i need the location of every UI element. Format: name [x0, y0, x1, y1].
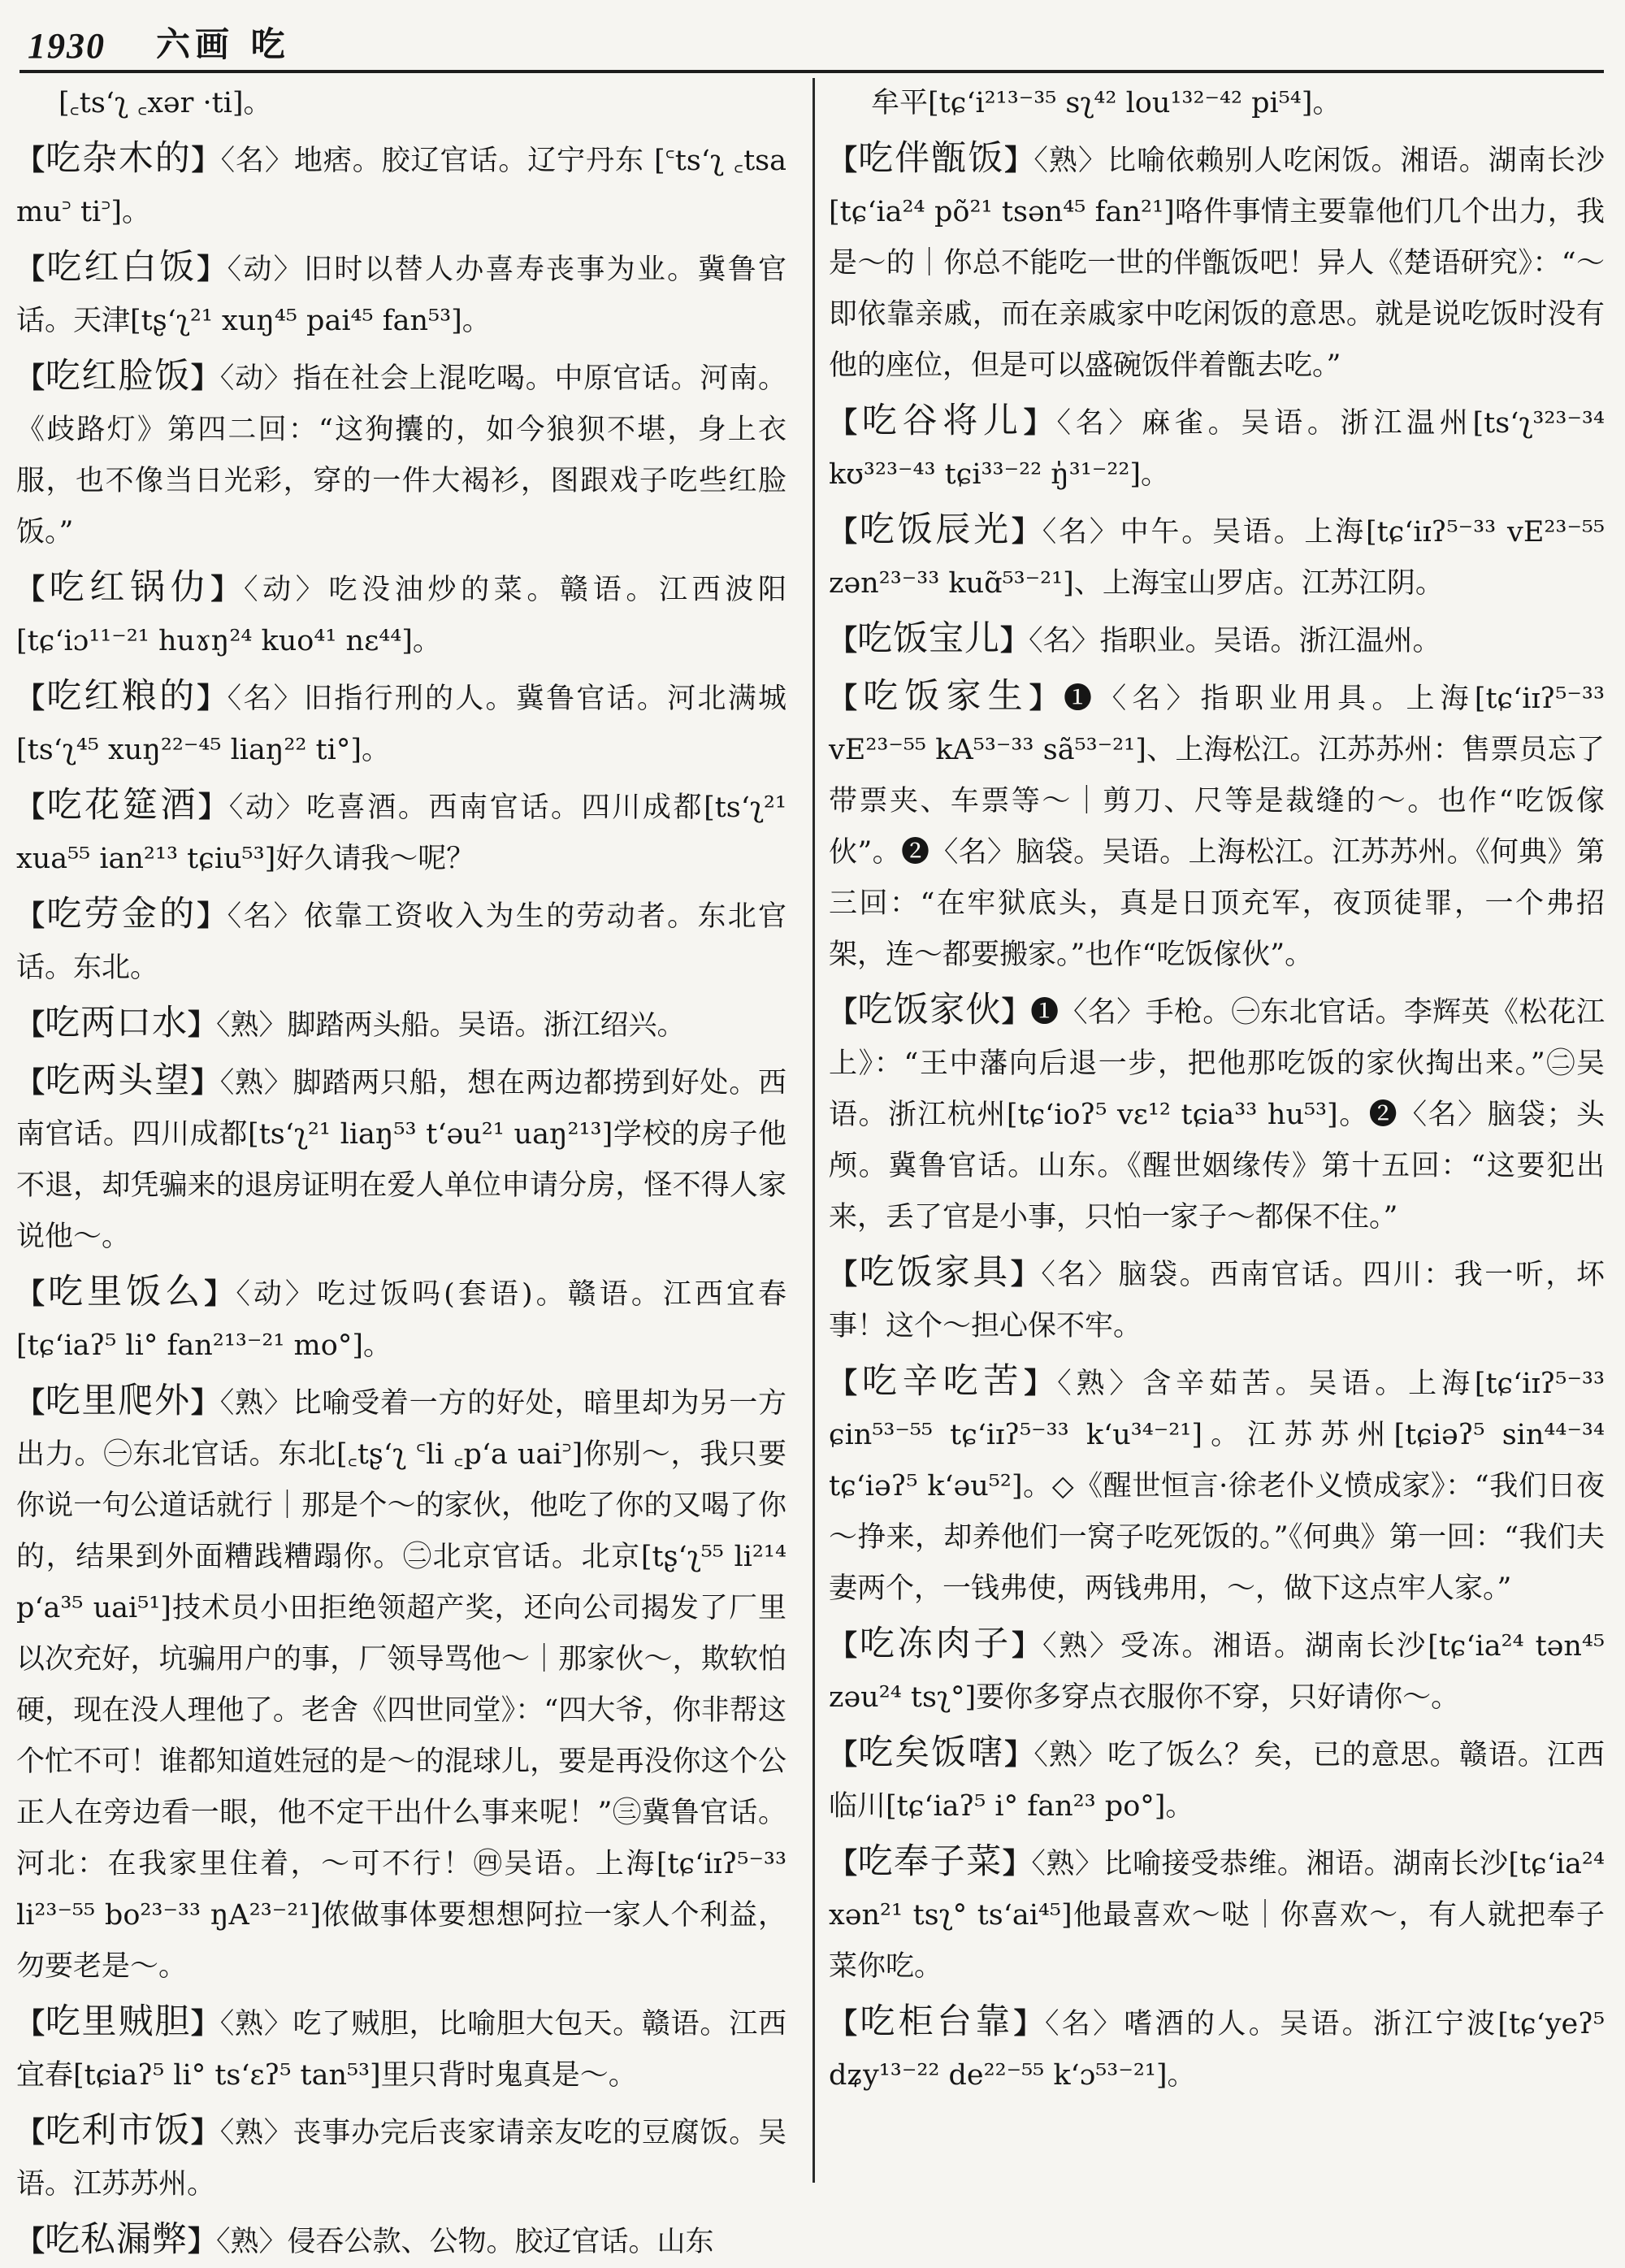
dictionary-entry: 【吃利市饭】〈熟〉丧事办完后丧家请亲友吃的豆腐饭。吴语。江苏苏州。	[16, 2110, 786, 2201]
entry-definition: 〈熟〉吃了饭么？矣，已的意思。赣语。江西临川[tɕ‘iaʔ⁵ i° fan²³ po°]。	[829, 1739, 1605, 1823]
entry-definition: 〈熟〉丧事办完后丧家请亲友吃的豆腐饭。吴语。江苏苏州。	[16, 2117, 786, 2201]
dictionary-entry: 【吃私漏弊】〈熟〉侵吞公款、公物。胶辽官话。山东	[16, 2219, 714, 2260]
entry-headword: 吃里饭么	[48, 1272, 205, 1312]
entry-definition: 〈动〉吃过饭吗(套语)。赣语。江西宜春[tɕ‘iaʔ⁵ li° fan²¹³⁻²¹ mo°]。	[16, 1278, 787, 1362]
dictionary-entry: 【吃劳金的】〈名〉依靠工资收入为生的劳动者。东北官话。东北。	[16, 894, 786, 984]
entry-definition: 〈动〉指在社会上混吃喝。中原官话。河南。《歧路灯》第四二回：“这狗攮的，如今狼狈不堪，身上衣服，也不像当日光彩，穿的一件大褐衫，图跟戏子吃些红脸饭。”	[16, 362, 786, 549]
entry-headword: 吃利市饭	[45, 2110, 191, 2151]
entry-definition: 〈动〉吃没油炒的菜。赣语。江西波阳[tɕ‘iɔ¹¹⁻²¹ huɤŋ²⁴ kuo⁴¹ nɛ⁴⁴]。	[16, 574, 786, 657]
entry-headword: 吃红锅仂	[49, 567, 211, 608]
dictionary-entry: 【吃里饭么】〈动〉吃过饭吗(套语)。赣语。江西宜春[tɕ‘iaʔ⁵ li° fan²¹³⁻²¹ mo°]。	[16, 1272, 787, 1362]
entry-headword: 吃杂木的	[45, 138, 192, 179]
dictionary-entry: 【吃里爬外】〈熟〉比喻受着一方的好处，暗里却为另一方出力。㊀东北官话。东北[꜀tʂ‘ʅ ꜂li ꜀p‘a uai꜄]你别～，我只要你说一句公道话就行｜那是个～的家伙，他吃了你的又喝了你的，结果到外面糟践糟蹋你。㊁北京官话。北京[tʂ‘ʅ⁵⁵ li²¹⁴ p‘a³⁵ uai⁵¹]技术员小田拒绝领超产奖，还向公司揭发了厂里以次充好，坑骗用户的事，厂领导骂他～｜那家伙～，欺软怕硬，现在没人理他了。老舍《四世同堂》：“四大爷，你非帮这个忙不可！谁都知道姓冠的是～的混球儿，要是再没你这个公正人在旁边看一眼，他不定干出什么事来呢！”㊂冀鲁官话。河北：在我家里住着，～可不行！㊃吴语。上海[tɕ‘iɪʔ⁵⁻³³ li²³⁻⁵⁵ bo²³⁻³³ ŋA²³⁻²¹]侬做事体要想想阿拉一家人个利益，勿要老是～。	[16, 1381, 786, 1983]
dictionary-entry: 【吃花筵酒】〈动〉吃喜酒。西南官话。四川成都[ts‘ʅ²¹ xua⁵⁵ ian²¹³ tɕiu⁵³]好久请我～呢？	[16, 785, 786, 875]
dictionary-entry: 【吃红脸饭】〈动〉指在社会上混吃喝。中原官话。河南。《歧路灯》第四二回：“这狗攮的，如今狼狈不堪，身上衣服，也不像当日光彩，穿的一件大褐衫，图跟戏子吃些红脸饭。”	[16, 356, 786, 549]
dictionary-entry: 【吃饭家生】❶〈名〉指职业用具。上海[tɕ‘iɪʔ⁵⁻³³ vE²³⁻⁵⁵ kA⁵³⁻³³ sã⁵³⁻²¹]、上海松江。江苏苏州：售票员忘了带票夹、车票等～｜剪刀、尺等是裁缝的～。也作“吃饭傢伙”。❷〈名〉脑袋。吴语。上海松江。江苏苏州。《何典》第三回：“在牢狱底头，真是日顶充军，夜顶徒罪，一个弗招架，连～都要搬家。”也作“吃饭傢伙”。	[829, 676, 1605, 971]
entry-definition: 〈熟〉比喻依赖别人吃闲饭。湘语。湖南长沙[tɕ‘ia²⁴ põ²¹ tsən⁴⁵ fan²¹]咯件事情主要靠他们几个出力，我是～的｜你总不能吃一世的伴甑饭吧！异人《楚语研究》：“～即依靠亲戚，而在亲戚家中吃闲饭的意思。就是说吃饭时没有他的座位，但是可以盛碗饭伴着甑去吃。”	[829, 145, 1605, 382]
entry-headword: 吃红白饭	[46, 247, 197, 288]
page-header	[28, 10, 290, 67]
entry-headword: 吃伴甑饭	[858, 138, 1005, 179]
dictionary-entry: 【吃饭家伙】❶〈名〉手枪。㊀东北官话。李辉英《松花江上》：“王中藩向后退一步，把他那吃饭的家伙掏出来。”㊁吴语。浙江杭州[tɕ‘ioʔ⁵ vɛ¹² tɕia³³ hu⁵³]。❷〈名〉脑袋；头颅。冀鲁官话。山东。《醒世姻缘传》第十五回：“这要犯出来，丢了官是小事，只怕一家子～都保不住。”	[829, 990, 1605, 1234]
dictionary-entry: 【吃两口水】〈熟〉脚踏两头船。吴语。浙江绍兴。	[16, 1003, 686, 1043]
dictionary-entry: 【吃冻肉子】〈熟〉受冻。湘语。湖南长沙[tɕ‘ia²⁴ tən⁴⁵ zəu²⁴ tsʅ°]要你多穿点衣服你不穿，只好请你～。	[829, 1624, 1605, 1714]
dictionary-entry: 【吃伴甑饭】〈熟〉比喻依赖别人吃闲饭。湘语。湖南长沙[tɕ‘ia²⁴ põ²¹ tsən⁴⁵ fan²¹]咯件事情主要靠他们几个出力，我是～的｜你总不能吃一世的伴甑饭吧！异人《楚语研究》：“～即依靠亲戚，而在亲戚家中吃闲饭的意思。就是说吃饭时没有他的座位，但是可以盛碗饭伴着甑去吃。”	[829, 138, 1605, 382]
entry-definition: 〈熟〉侵吞公款、公物。胶辽官话。山东	[216, 2226, 714, 2258]
entry-headword: 吃红粮的	[46, 676, 197, 717]
entry-headword: 吃饭家具	[859, 1252, 1011, 1293]
header-title: 六画 吃	[156, 24, 290, 64]
entry-headword: 吃饭宝儿	[857, 618, 1001, 659]
entry-definition: 〈熟〉脚踏两头船。吴语。浙江绍兴。	[216, 1009, 686, 1042]
dictionary-entry: 【吃杂木的】〈名〉地痞。胶辽官话。辽宁丹东 [꜂ts‘ʅ ꜀tsa mu꜄ ti꜄]。	[16, 138, 786, 228]
entry-headword: 吃花筵酒	[46, 785, 199, 826]
dictionary-entry: 【吃红锅仂】〈动〉吃没油炒的菜。赣语。江西波阳[tɕ‘iɔ¹¹⁻²¹ huɤŋ²⁴ kuo⁴¹ nɛ⁴⁴]。	[16, 567, 786, 657]
entry-headword: 吃辛吃苦	[861, 1361, 1025, 1402]
dictionary-entry: 【吃红粮的】〈名〉旧指行刑的人。冀鲁官话。河北满城[ts‘ʅ⁴⁵ xuŋ²²⁻⁴⁵ liaŋ²² ti°]。	[16, 676, 786, 766]
entry-definition: 〈动〉旧时以替人办喜寿丧事为业。冀鲁官话。天津[tʂ‘ʅ²¹ xuŋ⁴⁵ pai⁴⁵ fan⁵³]。	[16, 254, 786, 337]
entry-headword: 吃红脸饭	[45, 356, 191, 397]
entry-definition: 〈熟〉受冻。湘语。湖南长沙[tɕ‘ia²⁴ tən⁴⁵ zəu²⁴ tsʅ°]要你多穿点衣服你不穿，只好请你～。	[829, 1630, 1605, 1714]
entry-headword: 吃饭辰光	[859, 510, 1012, 550]
entry-definition: 〈名〉麻雀。吴语。浙江温州[ts‘ʅ³²³⁻³⁴ kʊ³²³⁻⁴³ tɕi³³⁻²² ŋ̍³¹⁻²²]。	[829, 407, 1605, 491]
entry-headword: 吃冻肉子	[859, 1624, 1012, 1664]
entry-headword: 吃两口水	[45, 1003, 188, 1043]
entry-headword: 吃奉子菜	[857, 1841, 1003, 1882]
entry-headword: 吃私漏弊	[45, 2219, 188, 2260]
dictionary-entry: 【吃饭宝儿】〈名〉指职业。吴语。浙江温州。	[829, 618, 1441, 659]
continuation-text: [꜀ts‘ʅ ꜀xər ·ti]。	[58, 87, 272, 119]
entry-definition: 〈熟〉含辛茹苦。吴语。上海[tɕ‘iɪʔ⁵⁻³³ ɕin⁵³⁻⁵⁵ tɕ‘iɪʔ⁵⁻³³ k‘u³⁴⁻²¹]。江苏苏州[tɕiəʔ⁵ sin⁴⁴⁻³⁴ tɕ‘iəʔ⁵ k‘əu⁵²]。◇《醒世恒言·徐老仆义愤成家》：“我们日夜～挣来，却养他们一窝子吃死饭的。”《何典》第一回：“我们夫妻两个，一钱弗使，两钱弗用，～，做下这点牢人家。”	[829, 1368, 1605, 1605]
entry-headword: 吃里贼胆	[45, 2001, 191, 2042]
page-number: 1930	[28, 26, 106, 66]
entry-definition: 〈名〉中午。吴语。上海[tɕ‘iɪʔ⁵⁻³³ vE²³⁻⁵⁵ zən²³⁻³³ kuɑ̃⁵³⁻²¹]、上海宝山罗店。江苏江阴。	[829, 516, 1605, 600]
entry-headword: 吃矣饭嗐	[858, 1732, 1005, 1773]
dictionary-entry: 【吃红白饭】〈动〉旧时以替人办喜寿丧事为业。冀鲁官话。天津[tʂ‘ʅ²¹ xuŋ⁴⁵ pai⁴⁵ fan⁵³]。	[16, 247, 786, 337]
header-rule	[20, 70, 1604, 73]
right-column	[829, 78, 1605, 2191]
entry-definition: 〈熟〉吃了贼胆，比喻胆大包天。赣语。江西宜春[tɕiaʔ⁵ li° ts‘ɛʔ⁵ tan⁵³]里只背时鬼真是～。	[16, 2008, 786, 2092]
entry-headword: 吃柜台靠	[860, 2001, 1014, 2042]
entry-headword: 吃里爬外	[45, 1381, 191, 1421]
column-divider	[812, 78, 815, 2183]
entry-definition: 〈名〉旧指行刑的人。冀鲁官话。河北满城[ts‘ʅ⁴⁵ xuŋ²²⁻⁴⁵ liaŋ²² ti°]。	[16, 683, 786, 766]
entry-headword: 吃饭家生	[863, 676, 1029, 717]
dictionary-entry: 【吃里贼胆】〈熟〉吃了贼胆，比喻胆大包天。赣语。江西宜春[tɕiaʔ⁵ li° ts‘ɛʔ⁵ tan⁵³]里只背时鬼真是～。	[16, 2001, 786, 2092]
entry-headword: 吃谷将儿	[861, 401, 1024, 441]
entry-definition: 〈动〉吃喜酒。西南官话。四川成都[ts‘ʅ²¹ xua⁵⁵ ian²¹³ tɕiu⁵³]好久请我～呢？	[16, 791, 786, 875]
entry-definition: 〈熟〉比喻受着一方的好处，暗里却为另一方出力。㊀东北官话。东北[꜀tʂ‘ʅ ꜂li ꜀p‘a uai꜄]你别～，我只要你说一句公道话就行｜那是个～的家伙，他吃了你的又喝了你的，结果到外面糟践糟蹋你。㊁北京官话。北京[tʂ‘ʅ⁵⁵ li²¹⁴ p‘a³⁵ uai⁵¹]技术员小田拒绝领超产奖，还向公司揭发了厂里以次充好，坑骗用户的事，厂领导骂他～｜那家伙～，欺软怕硬，现在没人理他了。老舍《四世同堂》：“四大爷，你非帮这个忙不可！谁都知道姓冠的是～的混球儿，要是再没你这个公正人在旁边看一眼，他不定干出什么事来呢！”㊂冀鲁官话。河北：在我家里住着，～可不行！㊃吴语。上海[tɕ‘iɪʔ⁵⁻³³ li²³⁻⁵⁵ bo²³⁻³³ ŋA²³⁻²¹]侬做事体要想想阿拉一家人个利益，勿要老是～。	[16, 1387, 786, 1983]
entry-definition: ❶〈名〉指职业用具。上海[tɕ‘iɪʔ⁵⁻³³ vE²³⁻⁵⁵ kA⁵³⁻³³ sã⁵³⁻²¹]、上海松江。江苏苏州：售票员忘了带票夹、车票等～｜剪刀、尺等是裁缝的～。也作“吃饭傢伙”。❷〈名〉脑袋。吴语。上海松江。江苏苏州。《何典》第三回：“在牢狱底头，真是日顶充军，夜顶徒罪，一个弗招架，连～都要搬家。”也作“吃饭傢伙”。	[829, 683, 1605, 971]
entry-headword: 吃饭家伙	[857, 990, 1002, 1030]
dictionary-entry: 【吃饭辰光】〈名〉中午。吴语。上海[tɕ‘iɪʔ⁵⁻³³ vE²³⁻⁵⁵ zən²³⁻³³ kuɑ̃⁵³⁻²¹]、上海宝山罗店。江苏江阴。	[829, 510, 1605, 600]
dictionary-entry: 【吃谷将儿】〈名〉麻雀。吴语。浙江温州[ts‘ʅ³²³⁻³⁴ kʊ³²³⁻⁴³ tɕi³³⁻²² ŋ̍³¹⁻²²]。	[829, 401, 1605, 491]
entry-definition: 〈名〉依靠工资收入为生的劳动者。东北官话。东北。	[16, 900, 786, 984]
dictionary-entry: 【吃柜台靠】〈名〉嗜酒的人。吴语。浙江宁波[tɕ‘yeʔ⁵ dʑy¹³⁻²² de²²⁻⁵⁵ k‘ɔ⁵³⁻²¹]。	[829, 2001, 1605, 2092]
entry-definition: 〈名〉脑袋。西南官话。四川：我一听，坏事！这个～担心保不牢。	[829, 1259, 1605, 1342]
dictionary-entry: 【吃辛吃苦】〈熟〉含辛茹苦。吴语。上海[tɕ‘iɪʔ⁵⁻³³ ɕin⁵³⁻⁵⁵ tɕ‘iɪʔ⁵⁻³³ k‘u³⁴⁻²¹]。江苏苏州[tɕiəʔ⁵ sin⁴⁴⁻³⁴ tɕ‘iəʔ⁵ k‘əu⁵²]。◇《醒世恒言·徐老仆义愤成家》：“我们日夜～挣来，却养他们一窝子吃死饭的。”《何典》第一回：“我们夫妻两个，一钱弗使，两钱弗用，～，做下这点牢人家。”	[829, 1361, 1605, 1605]
entry-definition: 〈名〉嗜酒的人。吴语。浙江宁波[tɕ‘yeʔ⁵ dʑy¹³⁻²² de²²⁻⁵⁵ k‘ɔ⁵³⁻²¹]。	[829, 2008, 1605, 2092]
entry-headword: 吃两头望	[45, 1060, 191, 1101]
left-column	[16, 78, 787, 2260]
continuation-text: 牟平[tɕ‘i²¹³⁻³⁵ sʅ⁴² lou¹³²⁻⁴² pi⁵⁴]。	[871, 87, 1341, 119]
entry-definition: 〈熟〉比喻接受恭维。湘语。湖南长沙[tɕ‘ia²⁴ xən²¹ tsʅ° ts‘ai⁴⁵]他最喜欢～哒｜你喜欢～，有人就把奉子菜你吃。	[829, 1848, 1605, 1983]
entry-definition: ❶〈名〉手枪。㊀东北官话。李辉英《松花江上》：“王中藩向后退一步，把他那吃饭的家伙掏出来。”㊁吴语。浙江杭州[tɕ‘ioʔ⁵ vɛ¹² tɕia³³ hu⁵³]。❷〈名〉脑袋；头颅。冀鲁官话。山东。《醒世姻缘传》第十五回：“这要犯出来，丢了官是小事，只怕一家子～都保不住。”	[829, 996, 1605, 1234]
dictionary-entry: 【吃饭家具】〈名〉脑袋。西南官话。四川：我一听，坏事！这个～担心保不牢。	[829, 1252, 1605, 1342]
entry-definition: 〈名〉地痞。胶辽官话。辽宁丹东 [꜂ts‘ʅ ꜀tsa mu꜄ ti꜄]。	[16, 145, 786, 228]
entry-definition: 〈熟〉脚踏两只船，想在两边都捞到好处。西南官话。四川成都[ts‘ʅ²¹ liaŋ⁵³ t‘əu²¹ uaŋ²¹³]学校的房子他不退，却凭骗来的退房证明在爱人单位申请分房，怪不得人家说他～。	[16, 1067, 786, 1253]
dictionary-entry: 【吃奉子菜】〈熟〉比喻接受恭维。湘语。湖南长沙[tɕ‘ia²⁴ xən²¹ tsʅ° ts‘ai⁴⁵]他最喜欢～哒｜你喜欢～，有人就把奉子菜你吃。	[829, 1841, 1605, 1983]
dictionary-entry: 【吃两头望】〈熟〉脚踏两只船，想在两边都捞到好处。西南官话。四川成都[ts‘ʅ²¹ liaŋ⁵³ t‘əu²¹ uaŋ²¹³]学校的房子他不退，却凭骗来的退房证明在爱人单位申请分房，怪不得人家说他～。	[16, 1060, 786, 1253]
entry-definition: 〈名〉指职业。吴语。浙江温州。	[1029, 625, 1441, 657]
dictionary-entry: 【吃矣饭嗐】〈熟〉吃了饭么？矣，已的意思。赣语。江西临川[tɕ‘iaʔ⁵ i° fan²³ po°]。	[829, 1732, 1605, 1823]
entry-headword: 吃劳金的	[46, 894, 197, 935]
